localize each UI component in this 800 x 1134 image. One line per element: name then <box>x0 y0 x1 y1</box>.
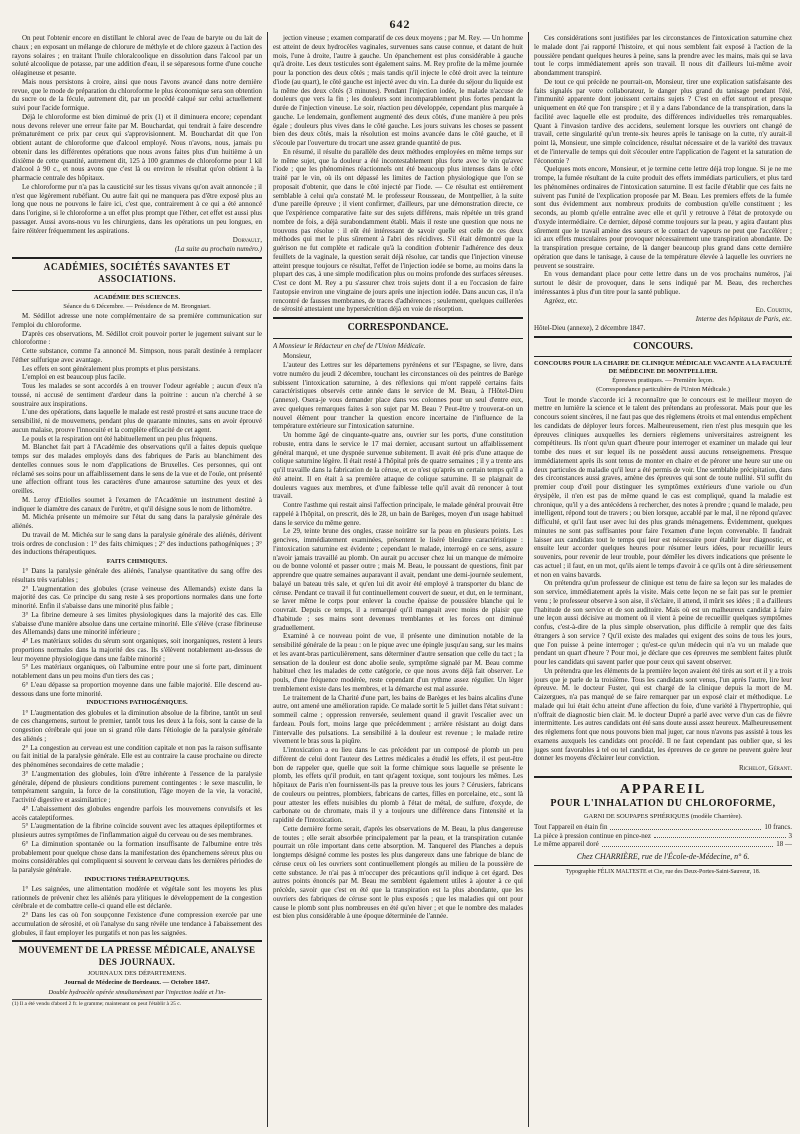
price-value: 10 francs. <box>764 822 792 831</box>
section-divider <box>534 336 792 338</box>
section-divider <box>12 290 262 291</box>
paragraph: M. Blanchet fait part à l'Académie des observations qu'il a faites depuis quelque temps sur des malades employés dans des fabriques de Paris au blanchiment des dentelles connues sous le nom d'applications de Bruxelles. Ces personnes, qui ont réclamé ses soins pour un affaiblissement dans le sens de la vue et de l'ouïe, ont présenté une affection offrant tous les caractères d'une amaurose saturnine des yeux et des oreilles. <box>12 443 262 495</box>
paragraph: Mais nous persistons à croire, ainsi que nous l'avons avancé dans notre dernière revue, que le mode de préparation du chloroforme le plus économique sera son obtention du sucre ou de la fécule, autrement dit, par un procédé calqué sur celui actuellement suivi pour l'acide formique. <box>12 77 262 112</box>
section-divider <box>534 356 792 357</box>
paragraph: Contre l'asthme qui restait ainsi l'affection principale, le malade général prouvait être rappelé à l'hôpital, on prescrit, dès le 28, un bain de Barèges, moyen d'un usage habituel dans le service du même genre. <box>273 501 523 527</box>
paragraph: Le chloroforme pur n'a pas la causticité sur les tissus vivans qu'on avait annoncée ; il n'est que légèrement rubéfiant. Ou autre fait qui ne manquera pas d'être exposé plus au long que nous ne pouvons le faire ici, c'est que, contrairement à ce qui a été annoncé dans l'origine, si le chloroforme a un effet plus prompt que l'éther, cet effet est aussi plus passager. Aussi avons-nous vu les chirurgiens, dans les opérations un peu longues, en faire réitérer fréquemment les aspirations. <box>12 182 262 235</box>
paragraph: On prétendra qu'un professeur de clinique est tenu de faire sa leçon sur les malades de son service, immédiatement après la visite. Mais cette leçon ne se fait pas sur le premier venu ; le professeur observe à son aise, il s'éclaire, il attend, il mûrit ses idées ; il a d'ailleurs l'habitude de son service et de son auditoire. Mais où est un malheureux candidat à faire une leçon aussi décisive au moment où il vient à peine de recueillir quelques symptômes confus, c'est-à-dire de la plus simple observation, plus difficile à remplir que des faits étrangers à son service ? Qu'il existe des malades qui exigent des soins de tous les jours, que l'on puisse à peine interroger ; qu'est-ce qu'un médecin qui n'a vu un malade que pendant un quart d'heure ? Pour moi, je déclare que ces épreuves me semblent faites plutôt pour les candidats qui savent parler que pour ceux qui savent observer. <box>534 579 792 666</box>
paragraph: 4° Les matériaux solides du sérum sont organiques, soit inorganiques, restent à leurs proportions normales dans la majorité des cas. Ils s'élèvent notablement au-dessus de leur moyenne physiologique dans une faible minorité ; <box>12 637 262 663</box>
paragraph: Cette dernière forme serait, d'après les observations de M. Beau, la plus dangereuse de toutes ; elle serait absorbée principalement par la peau, et la transpiration cutanée pourrait un rôle important dans cette absorption. M. Tanquerel des Planches a depuis longtemps désigné comme les postes les plus dangereux dans une fabrique de blanc de céruse ceux où les ouvriers sont continuellement plongés au milieu de la poussière de cette substance. Je n'ai pas à m'occuper des précautions qu'il indique à cet égard. Des autres points énoncés par M. Beau me semblent également utiles à ajouter à ce qui précède, savoir que c'est en été que la transpiration est la plus abondante, que les ouvriers des fabriques de céruse sont le plus exposés ; que les maladies qui ont pour cause le plomb sont plus nombreuses en été qu'en hiver ; et que le nombre des malades est bien plus considérable à une époque déterminée de l'année. <box>273 824 523 921</box>
paragraph: De tout ce qui précède ne pourrait-on, Monsieur, tirer une explication satisfaisante des faits signalés par votre collaborateur, le danger plus grand du tanisage pendant l'été, l'immunité apparente dont jouissent certains sujets ? C'est en effet surtout et presque uniquement en été que l'on transpire ; et il y a dans l'abondance de la transpiration, dans la facilité avec laquelle elle est produite, des différences individuelles très remarquables. Quant à l'invasion tardive des accidens, seulement lorsque les ouvriers ont changé de travail, cette singularité qu'un trente-six heures après le tanisage on la cutte, n'y aurait-il point là, Monsieur, une simple coïncidence, résultat nécessaire et de la variété des travaux et de l'intervalle de temps qui doit s'écouler entre l'application de l'agent et la saturation de l'économie ? <box>534 77 792 165</box>
paragraph: Ces considérations sont justifiées par les circonstances de l'intoxication saturnine chez le malade dont j'ai rapporté l'histoire, et qui nous semblent fait exposé à l'action de la poussière pendant quelques heures à peine, sans la prendre avec les mains, mais qui se lava tout le corps immédiatement après son travail. Il nous dit d'ailleurs lui-même avoir abondamment transpiré. <box>534 34 792 77</box>
paragraph: L'auteur des Lettres sur les départemens pyrénéens et sur l'Espagne, se livre, dans votre numéro du jeudi 2 décembre, touchant les circonstances où des peintres de Barège subissent l'intoxication saturnine, à des réflexions qui m'ont rappelé certains faits caractéristiques observés cette année dans le service de M. Beau, à l'Hôtel-Dieu (annexe). Osera-je vous demander place dans vos colonnes pour un seul d'entre eux, avec quelques remarques faites à son sujet par M. Beau ? Peut-être y trouverat-on un nouvel élément pour trancher la question encore incertaine de l'influence de la température extérieure sur l'intoxication saturnine. <box>273 361 523 431</box>
footnote: (1) Il a été vendu d'abord 2 fr. le gramme; maintenant on peut l'établir à 25 c. <box>12 999 262 1008</box>
subsection-title: FAITS CHIMIQUES. <box>106 558 168 565</box>
paragraph: Le 29, teinte brune des ongles, crasse noirâtre sur la peau en plusieurs points. Les gencives, immédiatement examinées, présentent le liséré bleuâtre caractéristique : l'intoxication saturnine est évidente ; cependant le malade, interrogé en ce sens, assure n'avoir jamais travaillé au plomb. On aurait pu accuser chez lui un manque de mémoire ou de bonne volonté et passer outre ; mais M. Beau, le poussant de questions, finit par apprendre que quatre semaines auparavant il avait, pendant une demi-journée seulement, balayé un bateau très sale, et qu'en lui dit avoir été employé à transporter du blanc de céruse. Pendant ce travail il fut continuellement couvert de sueur, et dut, en le terminant, se laver même le corps pour enlever la couche épaisse de poussière blanche qui le couvrait. Depuis ce temps, il a remarqué qu'il mangeait avec moins de plaisir que d'habitude ; ses mains sont devenues tremblantes et les forces ont diminué graduellement. <box>273 527 523 632</box>
chloroforme-article <box>12 34 262 254</box>
letter-signature: Ed. Courtin, <box>755 306 792 315</box>
paragraph: 6° L'eau dépasse sa proportion moyenne dans une faible majorité. Elle descend au-dessous dans une forte minorité. <box>12 680 262 698</box>
paragraph: Du travail de M. Michéa sur le sang dans la paralysie générale des aliénés, dérivent trois ordres de conclusion : 1° des faits chimiques ; 2° des inductions pathogéniques ; 3° des inductions thérapeutiques. <box>12 530 262 557</box>
paragraph: Le traitement de la Charité d'une part, les bains de Barèges et les bains alcalins d'une autre, ont amené une amélioration rapide. Ce malade sortit le 5 juillet dans l'état suivant : sommeil calme ; oppression renversée, seulement quand il gravit l'escalier avec un fardeau. Pouls fort, moins large que précédemment ; arrière résistant au doigt dans l'intervalle des pulsations. La sensibilité à la douleur est revenue ; le malade retire vivement le bras sous la piqûre. <box>273 693 523 746</box>
printer-imprint: Typographie FÉLIX MALTESTE et Cie, rue des Deux-Portes-Saint-Sauveur, 18. <box>565 869 761 876</box>
continuation-note: (La suite au prochain numéro.) <box>174 245 262 253</box>
paragraph: 1° Dans la paralysie générale des aliénés, l'analyse quantitative du sang offre des résultats très variables ; <box>12 567 262 584</box>
concours-epreuves: Épreuves pratiques. — Première leçon. <box>612 377 714 385</box>
paragraph: M. Sédillot adresse une note complémentaire de sa première communication sur l'emploi du chloroforme. <box>12 312 262 329</box>
column-1 <box>12 34 262 1124</box>
academy-session: Séance du 6 Décembre. — Présidence de M. Brongniart. <box>63 302 211 310</box>
column-2 <box>273 34 523 1124</box>
concours-correspondance: (Correspondance particulière de l'Union Médicale.) <box>596 386 730 394</box>
subsection-title: JOURNAUX DES DÉPARTEMENS. <box>87 969 187 977</box>
paragraph: Tout le monde s'accorde ici à reconnaître que le concours est le meilleur moyen de mettre en lumière la science et le talent des prétendans au professorat. Mais pour que les concours soient sincères, il ne faut pas que des règlemens étroits et mal entendus empêchent les candidats de déployer leurs forces. Malheureusement, rien n'est plus mesquin que les épreuves cliniques auxquelles les derniers règlemens universitaires astreignent les compétiteurs. Ils n'ont qu'un quart d'heure pour interroger et examiner un malade qui leur tombe des nues et sur lequel ils ne possèdent aussi aucuns renseignemens. Presque immédiatement après ils sont tenus de monter en chaire et de pérorer une heure sur une ou deux particules de maladie qu'il leur a été permis de voir. Une semblable précipitation, dans des circonstances aussi graves, amène des épreuves qui sont de toute nullité. S'il suffit du premier coup d'œil pour distinguer les symptômes extérieurs d'une variole ou d'un érysipèle, il n'en est pas de même quand le cas est compliqué, quand la maladie est chronique, qu'il y a des antécédens à rechercher, des notes à prendre ; quand le malade, peu intelligent, répond tout de travers ; ou bien lorsque, accablé par le mal, il ne répond qu'avec difficulté, et qu'il faut user avec lui des plus grands ménagemens. Évidemment, quelques minutes ne sont pas suffisantes pour faire l'examen d'une leçon convenable. Il faudrait laisser aux candidats tout le temps qui leur est nécessaire pour établir leur diagnostic, et ensuite leur accorder quelques heures pour résumer leurs idées, pour recueillir leurs souvenirs, pour revenir de leur trouble, pour démêler les divers indications que présente le cas actuel ; il faut, en un mot, qu'ils aient le temps d'avoir à ce qu'ils ont à dire sérieusement et non en vains bavards. <box>534 395 792 579</box>
paragraph: L'une des opérations, dans laquelle le malade est resté prostré et sans aucune trace de sensibilité, ni de mouvemens, pendant plus de quarante minutes, sans en avoir éprouvé aucun malaise, prouve l'innocuité et la complète efficacité de cet agent. <box>12 408 262 434</box>
column-divider <box>267 32 268 1127</box>
paragraph: En vous demandant place pour cette lettre dans un de vos prochains numéros, j'ai surtout le désir de provoquer, dans le sens indiqué par M. Beau, des recherches intéressantes à plus d'un titre pour la santé publique. <box>534 270 792 296</box>
section-divider <box>12 940 262 942</box>
advert-description: GARNI DE SOUPAPES SPHÉRIQUES (modèle Charrière). <box>583 812 743 820</box>
letter-address: A Monsieur le Rédacteur en chef de l'Union Médicale. <box>273 341 426 350</box>
signature-place: Hôtel-Dieu (annexe), 2 décembre 1847. <box>534 323 646 332</box>
paragraph: 3° L'augmentation des globules, loin d'être inhérente à l'essence de la paralysie générale, dépend de plusieurs conditions purement contingentes : le sexe masculin, le tempérament sanguin, la force de la constitution, l'âge moyen de la vie, la voracité, l'activité digestive et assimilatrice ; <box>12 769 262 804</box>
paragraph: L'emploi en est beaucoup plus facile. <box>22 373 126 382</box>
paragraph: En résumé, il résulte du parallèle des deux méthodes employées en même temps sur le même sujet, que la douleur a été incontestablement plus forte avec le vin qu'avec l'iode ; que les phénomènes réactionnels ont été beaucoup plus intenses dans le côté traité par le vin, où ils ont dépassé les limites de l'action physiologique que l'on se proposait d'obtenir, que dans le côté injecté par l'iode. — Ce résultat est entièrement semblable à celui qu'a constaté M. le professeur Rousseau, de Montpellier, à la suite d'une pareille épreuve ; il vient confirmer, d'ailleurs, par une démonstration directe, ce que l'expérience comparative faite sur des sujets différens, mais répétée un très grand nombre de fois, a déjà surabondamment établi. Mais il reste une question que nous ne trouvons pas résolue : il eût été intéressant de savoir quelle est celle de ces deux méthodes qui met le plus sûrement à l'abri des récidives. S'il était démontré que la guérison ne fut complète et radicale qu'à la condition d'obtenir l'adhérence des deux feuillets de la vaginale, la question serait déjà résolue, car tandis que l'injection vineuse atteint presque toujours ce résultat, l'effet de l'injection iodée se borne, au moins dans la plupart des cas, à une simple modification plus ou moins profonde des surfaces séreuses. C'est ce dont M. Rey a pu s'assurer chez trois sujets dont il a eu l'occasion de faire l'autopsie environ une vingtaine de jours après une injection iodée. Dans aucun cas, il n'a rencontré de fausses membranes, de traces d'adhérences ; seulement, quelques cuillerées de sérosité attestaient une hypersécrétion déjà en voie de résorption. <box>273 147 523 314</box>
price-value: 18 — <box>776 840 792 849</box>
journal-note: Double hydrocèle opérée simultanément par l'injection iodée et l'in- <box>48 989 226 997</box>
paragraph: 4° L'abaissement des globules engendre parfois les mouvemens convulsifs et les accès cataleptiformes. <box>12 804 262 822</box>
paragraph: 2° Dans les cas où l'on soupçonne l'existence d'une compression exercée par une accumulation de sérosité, et où l'analyse du sang révèle une tendance à l'abaissement des globules, il faut employer les purgatifs et non pas les saignées. <box>12 911 262 937</box>
paragraph: M. Leroy d'Etiolles soumet à l'examen de l'Académie un instrument destiné à indiquer le diamètre des canaux de l'urètre, et qu'il désigne sous le nom de lithomètre. <box>12 495 262 513</box>
paragraph: Déjà le chloroforme est bien diminué de prix (1) et il diminuera encore; cependant nous devons relever une erreur faite par M. Bouchardat, qui tendrait à faire descendre prématurément ce prix par ceux qui s'approvisionnent. M. Bouchardat dit que l'on obtient autant de chloroforme que d'alcool employé. Nous n'avons, nous, jamais pu obtenir dans les différentes opérations que nous avons faites plus d'un huitième à un dixième de cette quantité, autrement dit, 125 à 100 grammes de chloroforme pour 1 kil d'alcool à 90 c., et nous avons que c'est là ou environ le résultat qu'on obtient à la pharmacie centrale des hôpitaux. <box>12 112 262 182</box>
section-divider <box>12 257 262 259</box>
advert-address: Chez CHARRIÈRE, rue de l'École-de-Médecine, n° 6. <box>576 852 750 862</box>
page-number: 642 <box>389 17 411 31</box>
paragraph: Les effets en sont généralement plus prompts et plus persistans. <box>22 364 200 373</box>
subsection-title: INDUCTIONS PATHOGÉNIQUES. <box>86 699 188 707</box>
advert-title: APPAREIL <box>619 781 707 797</box>
advert-subtitle: POUR L'INHALATION DU CHLOROFORME, <box>550 798 776 810</box>
paragraph: 5° Les matériaux organiques, où l'albumine entre pour une si forte part, diminuent notablement dans un peu moins d'un tiers des cas ; <box>12 663 262 681</box>
gerant-signature: Richelot, Gérant. <box>738 764 792 772</box>
price-row <box>534 840 792 849</box>
section-divider <box>534 865 792 866</box>
paragraph: 1° Les saignées, une alimentation modérée et végétale sont les moyens les plus rationnels de prévenir chez les aliénés para ylitiques le développement de la congestion cérébrale et de combattre celle-ci quand elle est déclarée. <box>12 884 262 911</box>
section-divider <box>534 776 792 778</box>
subsection-title: INDUCTIONS THÉRAPEUTIQUES. <box>84 875 190 883</box>
dot-leader <box>602 840 774 847</box>
section-title: ACADÉMIES, SOCIÉTÉS SAVANTES ET ASSOCIATIONS. <box>43 261 231 286</box>
paragraph: Un prétendra que les éléments de la première leçon avaient été tirés au sort et il y a trois jours que je parle de la troisième. Tous les candidats sont venus, l'un après l'autre, lire leur épreuve. M. le docteur Fuster, qui est chargé de la clinique depuis la mort de M. Caizergues, n'a pas manqué de se faire remarquer par un exposé clair et méthodique. Le malade qui lui était échu atteint d'une affection du foie, d'une variété à l'hypertrophie, qui n'offrait de diagnostic bien clair. M. le docteur Dupré a parlé avec verve d'un cas de fièvre intermittente. Les autres candidats ont été sans doute aussi assez heureux. Malheureusement des règlemens font que nous pouvons bien mal juger, car nous n'avons pas assisté à tous les examens auxquels les candidats ont procédé. Il ne faut cependant pas oublier que, si les juges sont favorables à tel ou tel candidat, les épreuves de ce genre ne peuvent guère leur donner les moyens d'éclairer leur conviction. <box>534 666 792 763</box>
letter-greeting: Monsieur, <box>283 352 312 361</box>
paragraph: On peut l'obtenir encore en distillant le chloral avec de l'eau de baryte ou du lait de chaux ; en exposant un mélange de chlorure de méthyle et de chlore gazeux à l'action des rayons solaires ; en traitant l'huile chloralcoolique en dissolution dans l'alcool par un soluté alcoolique de potasse, par une addition d'eau, il se séparesous forme d'une couche oléagineuse et pesante. <box>12 34 262 77</box>
section-divider <box>273 338 523 339</box>
section-title: CONCOURS. <box>633 340 693 352</box>
paragraph: D'après ces observations, M. Sédillot croit pouvoir porter le jugement suivant sur le chloroforme : <box>12 329 262 347</box>
paragraph: M. Michéa présente un mémoire sur l'état du sang dans la paralysie générale des aliénés. <box>12 513 262 530</box>
price-label: Tout l'appareil en étain fin <box>534 822 608 831</box>
paragraph: Examiné à ce nouveau point de vue, il présente une diminution notable de la sensibilité générale de la peau : on le pique avec une épingle jusqu'au sang, sur les mains et les avant-bras particulièrement, sans déterminer d'autre sensation que celle du tact ; la sensation de la douleur est donc abolie seule, symptôme signalé par M. Beau comme habituel chez les malades de cette catégorie, ce que nous avons déjà fait observer. Le pouls, d'une fréquence modérée, reste cependant d'un rythme assez régulier. Un léger tremblement existe dans les membres, et la démarche est mal assurée. <box>273 632 523 693</box>
price-row <box>534 823 792 832</box>
paragraph: Un homme âgé de cinquante-quatre ans, ouvrier sur les ports, d'une constitution robuste, entra dans le service le 17 mai dernier, accusant surtout un affaiblissement général marqué, et une dyspnée survenue subitement. Il avait été pris d'une attaque de colique saturnine légère. Il était resté à l'hôpital près de quatre semaines ; il y a trente ans qu'il travaille dans la fabrication de la céruse, et ce n'est qu'après un certain temps qu'il a été atteint. Il en était à sa première attaque de colique saturnine. Il se plaignait de douleurs vagues aux membres, et d'une faiblesse telle qu'il avait dû renoncer à tout travail. <box>273 431 523 501</box>
dot-leader <box>610 823 761 830</box>
paragraph: jection vineuse ; examen comparatif de ces deux moyens ; par M. Rey. — Un homme est atteint de deux hydrocèles vaginales, survenues sans cause connue, et datant de huit mois, l'une à droite, l'autre à gauche. Un épanchement est plus considérable à gauche qu'à droite. Les deux testicules sont également sains. M. Rey profite de la même journée pour la ponction des deux côtés ; mais tandis qu'il injecte le côté droit avec la teinture d'iode (au quart), le côté gauche est injecté avec du vin. La durée du séjour du liquide est la même des deux côtés (3 minutes). Pendant l'injection iodée, le malade n'accuse de douleurs que vers la fin ; les douleurs sont incomparablement plus fortes pendant la durée de l'injection vineuse. Le soir, réaction peu développée, cependant plus marquée à gauche. Le lendemain, gonflement augmenté des deux côtés, d'une manière à peu près égale ; douleurs plus vives dans le côté gauche. Les jours suivans les choses se passent bien des deux côtés, mais la résolution est moins avancée dans le côté gauche, et il s'écoule par l'ouverture du trocart une assez grande quantité de pus. <box>273 34 523 147</box>
academy-name: ACADÉMIE DES SCIENCES. <box>93 293 181 301</box>
section-title: MOUVEMENT DE LA PRESSE MÉDICALE, ANALYSE DES JOURNAUX. <box>18 945 256 967</box>
signature-title: Interne des hôpitaux de Paris, etc. <box>695 315 792 323</box>
section-divider <box>273 317 523 319</box>
paragraph: Tous les malades se sont accordés à en trouver l'odeur agréable ; aucun d'eux n'a toussé, ni accusé de sentiment d'ardeur dans la poitrine : aucun n'a cherché à se soustraire aux inspirations. <box>12 382 262 408</box>
paragraph: 3° La fibrine demeure à ses limites physiologiques dans la majorité des cas. Elle s'abaisse d'une manière absolue dans une certaine minorité. Elle s'élève (crase fibrineuse des Allemands) dans une minorité inférieure ; <box>12 610 262 637</box>
column-divider <box>528 32 529 1127</box>
dot-leader <box>654 832 785 839</box>
paragraph: L'intoxication a eu lieu dans le cas précédent par un composé de plomb un peu différent de celui dont l'auteur des Lettres médicales a étudié les effets, il est peut-être bon de rappeler que, quelle que soit la forme chimique sous laquelle se présente le plomb, les effets qu'il produit, en tant qu'agent toxique, sont toujours les mêmes. Les hôpitaux de Paris n'en fournissent-ils pas la preuve tous les jours ? Cérusiers, fabricans de couleurs ou peintres, plombiers, fabricans de cartes, filles en porcelaine, etc., sont là pour attester les effets nuisibles du plomb à l'état de métal, de sulfure, d'oxyde, de carbonate ou de chromate, mais il y a toujours une différence dans l'intensité et la rapidité de l'intoxication. <box>273 746 523 824</box>
paragraph: Quelques mots encore, Monsieur, et je termine cette lettre déjà trop longue. Si je ne me trompe, la fumée résultant de la cuite produit des effets immédiats particuliers, et plus tard les phénomènes ordinaires de l'intoxication saturnine. Il est facile d'établir que ces faits ne suivent pas l'unité de l'explication proposée par M. Beau. Les premiers effets de la fumée sont dus évidemment aux nombreux produits de combustion qu'elle constituent ; les seconds, au plomb qu'elle entraîne avec elle et qu'il y retrouve à l'état de protoxyde ou d'oxyde intermédiaire. Ce dernier, déposé comme toujours sur la peau, y agira d'autant plus sûrement que le travail amène des sueurs et le contact de vapeurs ne peut que l'accélérer ; ici aux effets musculaires pour provoquer nécessairement une transpiration abondante. De la transpiration presque certaine, de là danger beaucoup plus grand dans cette dernière opération que dans le tanisage, à cause de la température élevée à laquelle les ouvriers ne peuvent se soustraire. <box>534 165 792 270</box>
paragraph: Le pouls et la respiration ont été habituellement un peu plus fréquens. <box>22 434 218 443</box>
letter-closing: Agréez, etc. <box>544 296 578 305</box>
paragraph: 2° La congestion au cerveau est une condition capitale et non pas la raison suffisante ou fait initial de la paralysie générale. Elle est au contraire la cause prochaine ou directe des phénomènes secondaires de cette maladie ; <box>12 743 262 769</box>
price-value: 3 <box>788 831 792 840</box>
paragraph: 2° L'augmentation des globules (crase veineuse des Allemands) existe dans la majorité des cas. Ce principe du sang reste à ses proportions normales dans une forte minorité. Enfin il s'abaisse dans une minorité plus faible ; <box>12 584 262 611</box>
concours-subtitle: CONCOURS POUR LA CHAIRE DE CLINIQUE MÉDICALE VACANTE A LA FACULTÉ DE MÉDECINE DE MONTPELLIER. <box>534 360 792 376</box>
paragraph: 6° La diminution spontanée ou la formation insuffisante de l'albumine entre très probablement pour quelque chose dans la manifestation des épanchemens séreux plus ou moins considérables qui compliquent si souvent le cerveau dans les dernières périodes de la paralysie générale. <box>12 839 262 874</box>
paragraph: 5° L'augmentation de la fibrine coïncide souvent avec les attaques épileptiformes et plusieurs autres symptômes de l'inflammation aiguë du cerveau ou de ses membranes. <box>12 822 262 839</box>
paragraph: 1° L'augmentation des globules et la diminution absolue de la fibrine, tantôt un seul de ces changemens, surtout le premier, tantôt tous les deux à la fois, sont la cause de la congestion cérébrale qui joue un si grand rôle dans l'étiologie de la paralysie générale des aliénés ; <box>12 708 262 743</box>
price-label: La pièce à pression continue en pince-nez <box>534 831 652 840</box>
column-3 <box>534 34 792 1124</box>
journal-name: Journal de Médecine de Bordeaux. — Octobre 1847. <box>64 979 210 986</box>
section-title: CORRESPONDANCE. <box>347 322 449 333</box>
price-row <box>534 832 792 841</box>
paragraph: Cette substance, comme l'a annoncé M. Simpson, nous paraît destinée à remplacer l'éther sulfurique avec avantage. <box>12 347 262 364</box>
author-signature: Dorvault, <box>232 236 262 245</box>
price-label: Le même appareil doré <box>534 840 599 849</box>
